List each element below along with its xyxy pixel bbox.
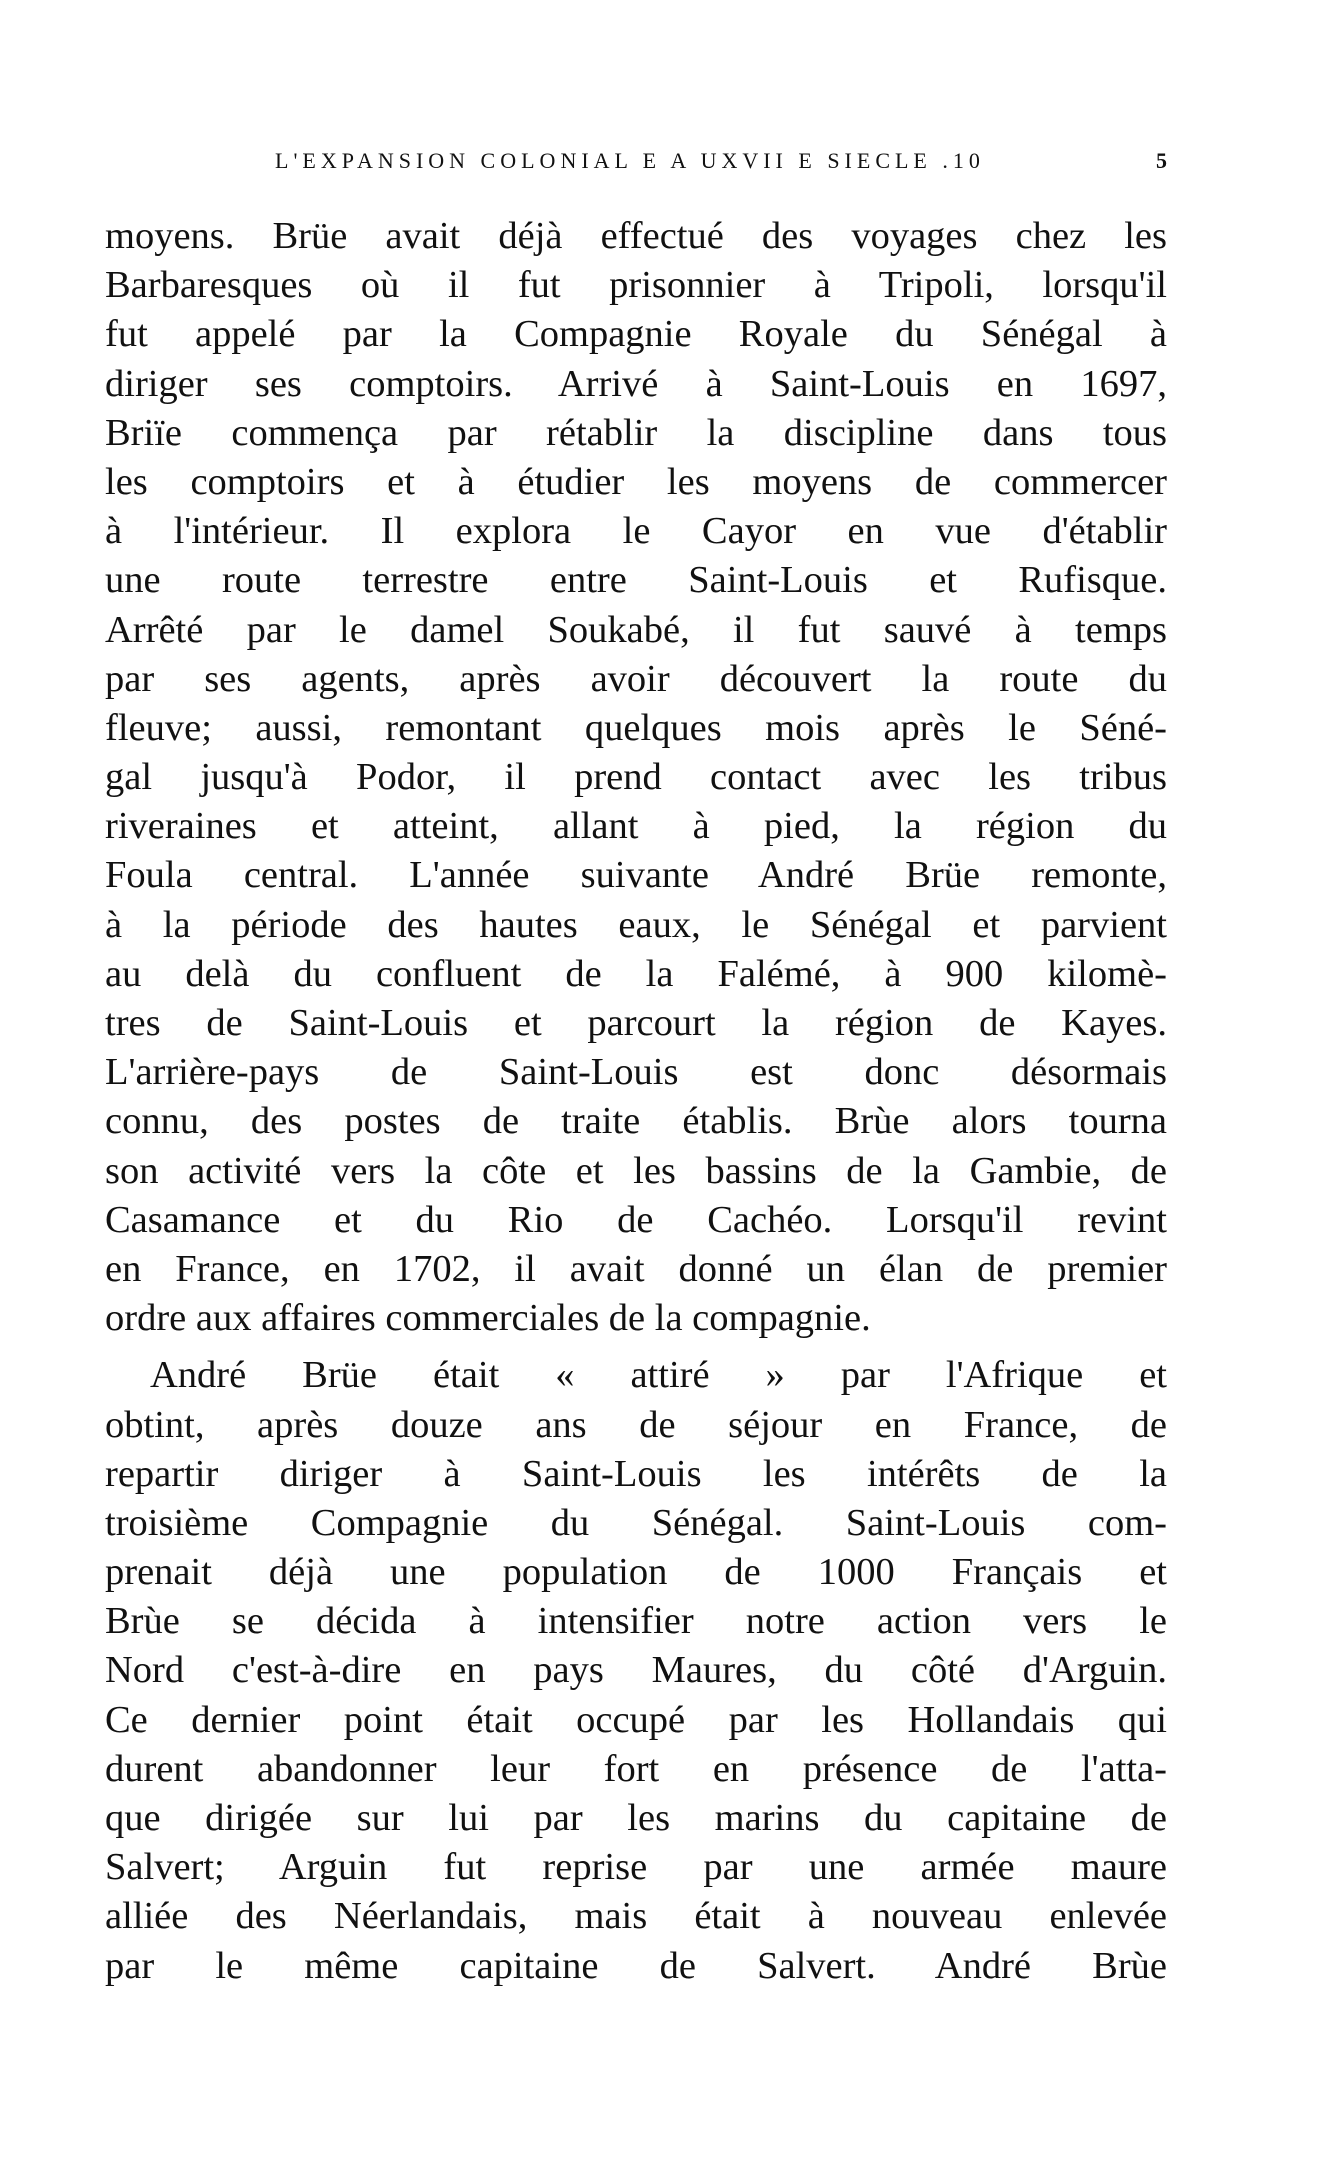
text-line: que dirigée sur lui par les marins du capitaine de: [105, 1797, 1167, 1839]
text-line: Salvert; Arguin fut reprise par une armée maure: [105, 1846, 1167, 1889]
text-line: alliée des Néerlandais, mais était à nouveau enlevée: [105, 1895, 1167, 1938]
text-line: prenait déjà une population de 1000 Français et: [105, 1551, 1167, 1594]
paragraph: [105, 1351, 1167, 1990]
running-head-title: L'EXPANSION COLONIAL E A UXVII E SIECLE .10: [275, 148, 985, 173]
paragraph: [105, 212, 1167, 1343]
text-line: connu, des postes de traite établis. Brùe alors tourna: [105, 1100, 1167, 1143]
text-line: à la période des hautes eaux, le Sénégal et parvient: [105, 903, 1167, 946]
text-line: diriger ses comptoirs. Arrivé à Saint-Louis en 1697,: [105, 362, 1167, 405]
text-line: son activité vers la côte et les bassins de la Gambie, de: [105, 1149, 1167, 1192]
text-line: par ses agents, après avoir découvert la route du: [105, 657, 1167, 700]
text-line: ordre aux affaires commerciales de la compagnie.: [105, 1297, 871, 1340]
text-line: L'arrière-pays de Saint-Louis est donc désormais: [105, 1051, 1167, 1094]
text-line: obtint, après douze ans de séjour en France, de: [105, 1403, 1167, 1446]
text-line: Foula central. L'année suivante André Brüe remonte,: [105, 854, 1167, 897]
text-line: Ce dernier point était occupé par les Hollandais qui: [105, 1698, 1167, 1741]
text-line: Casamance et du Rio de Cachéo. Lorsqu'il revint: [105, 1198, 1167, 1241]
text-line: en France, en 1702, il avait donné un élan de premier: [105, 1247, 1167, 1290]
running-head: [105, 148, 1167, 178]
text-line: fleuve; aussi, remontant quelques mois après le Séné-: [105, 706, 1167, 749]
text-line: repartir diriger à Saint-Louis les intérêts de la: [105, 1452, 1167, 1495]
text-line: Barbaresques où il fut prisonnier à Tripoli, lorsqu'il: [105, 264, 1167, 307]
text-line: riveraines et atteint, allant à pied, la région du: [105, 805, 1167, 848]
text-line: une route terrestre entre Saint-Louis et Rufisque.: [105, 559, 1167, 602]
text-line: fut appelé par la Compagnie Royale du Sénégal à: [105, 313, 1167, 356]
text-line: à l'intérieur. Il explora le Cayor en vue d'établir: [105, 510, 1167, 553]
text-line: Briïe commença par rétablir la discipline dans tous: [105, 411, 1167, 454]
paragraph-gap: [105, 1343, 1167, 1351]
body-text: [105, 212, 1167, 1991]
text-line: par le même capitaine de Salvert. André Brùe: [105, 1944, 1167, 1987]
text-line: tres de Saint-Louis et parcourt la région de Kayes.: [105, 1002, 1167, 1044]
text-line: les comptoirs et à étudier les moyens de commercer: [105, 460, 1167, 503]
text-line: Nord c'est-à-dire en pays Maures, du côté d'Arguin.: [105, 1649, 1167, 1692]
text-line: André Brüe était « attiré » par l'Afrique et: [150, 1354, 1167, 1397]
text-line: au delà du confluent de la Falémé, à 900 kilomè-: [105, 952, 1167, 995]
page-number: 5: [1156, 148, 1167, 173]
text-line: Brùe se décida à intensifier notre action vers le: [105, 1600, 1167, 1643]
text-line: durent abandonner leur fort en présence de l'atta-: [105, 1747, 1167, 1790]
text-line: troisième Compagnie du Sénégal. Saint-Louis com-: [105, 1501, 1167, 1544]
text-line: gal jusqu'à Podor, il prend contact avec les tribus: [105, 756, 1167, 799]
text-line: moyens. Brüe avait déjà effectué des voyages chez les: [105, 215, 1167, 257]
text-line: Arrêté par le damel Soukabé, il fut sauvé à temps: [105, 608, 1167, 651]
